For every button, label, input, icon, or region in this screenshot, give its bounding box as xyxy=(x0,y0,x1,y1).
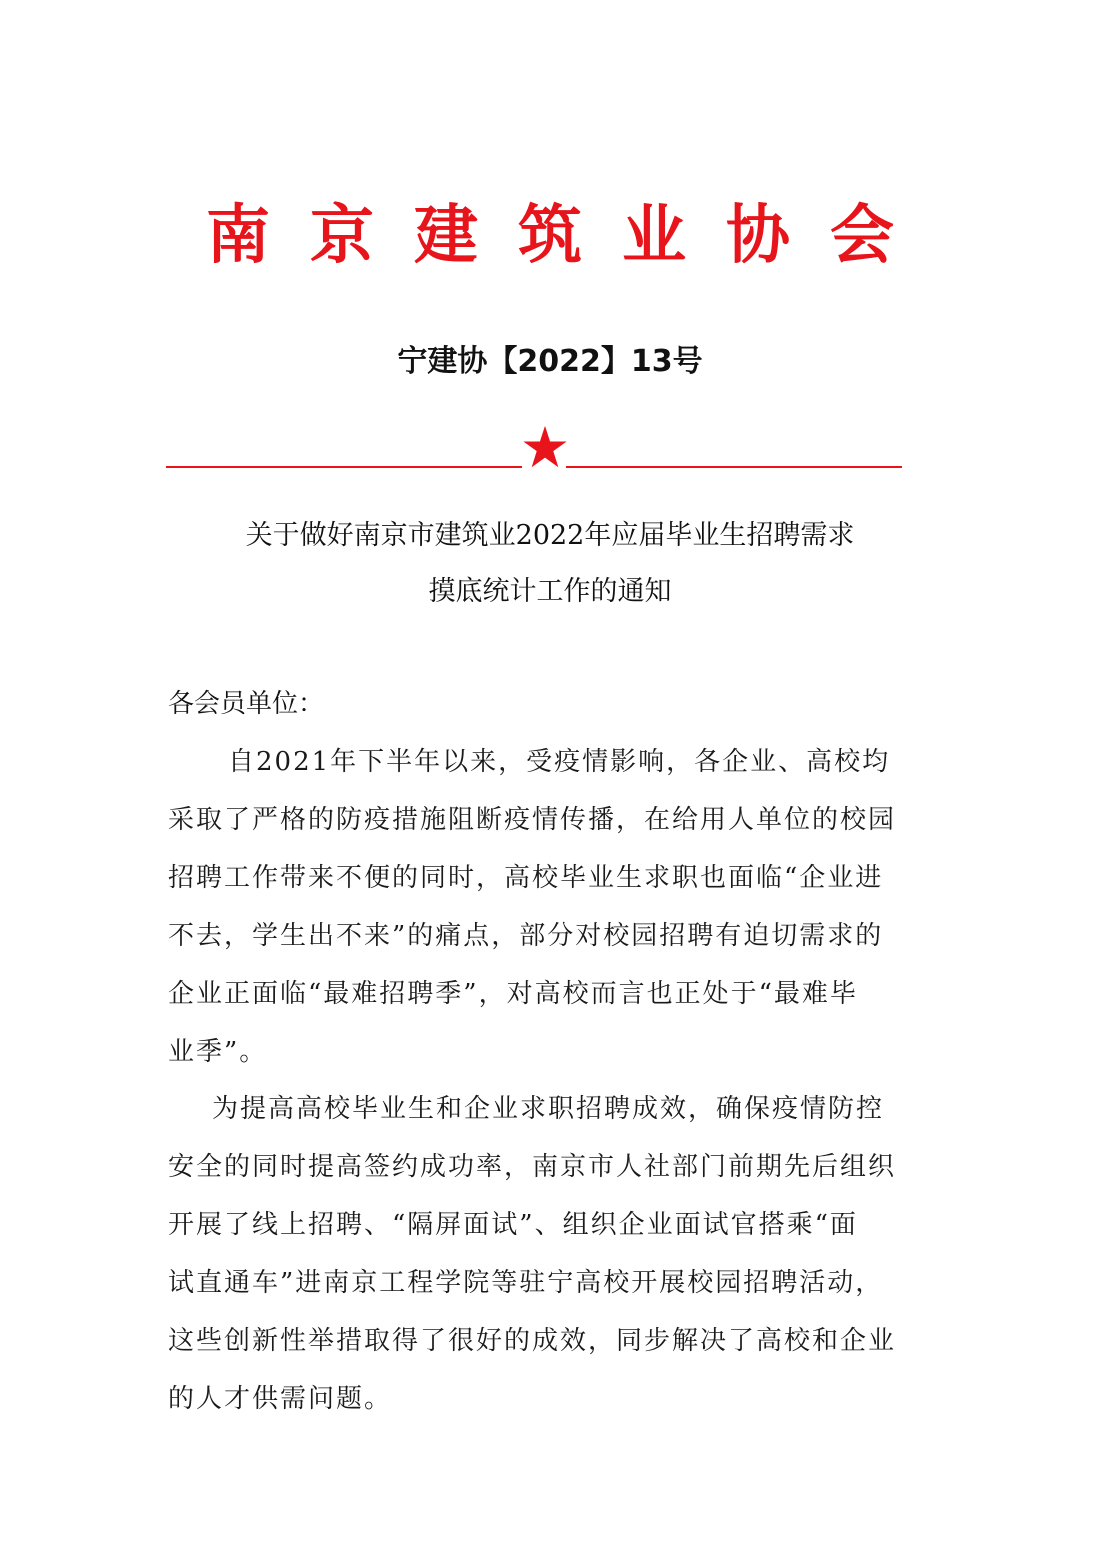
paragraph-line: 试直通车”进南京工程学院等驻宁高校开展校园招聘活动， xyxy=(168,1268,884,1298)
paragraph-line: 采取了严格的防疫措施阻断疫情传播，在给用人单位的校园 xyxy=(168,805,897,835)
red-divider-right xyxy=(566,466,902,468)
paragraph-line: 开展了线上招聘、“隔屏面试”、组织企业面试官搭乘“面 xyxy=(168,1210,858,1240)
heading-line-2: 摸底统计工作的通知 xyxy=(428,576,672,607)
paragraph-line: 这些创新性举措取得了很好的成效，同步解决了高校和企业 xyxy=(168,1326,897,1356)
organization-title: 南京建筑业协会 xyxy=(206,199,934,273)
paragraph-2 xyxy=(168,1080,936,1428)
paragraph-line: 企业正面临“最难招聘季”，对高校而言也正处于“最难毕 xyxy=(168,979,858,1009)
paragraph-line: 自2021年下半年以来，受疫情影响，各企业、高校均 xyxy=(228,747,891,777)
paragraph-1 xyxy=(168,733,936,1081)
salutation: 各会员单位： xyxy=(168,689,325,719)
paragraph-line: 为提高高校毕业生和企业求职招聘成效，确保疫情防控 xyxy=(212,1094,885,1124)
red-star-icon xyxy=(522,424,568,470)
paragraph-line: 不去，学生出不来”的痛点，部分对校园招聘有迫切需求的 xyxy=(168,921,884,951)
paragraph-line: 的人才供需问题。 xyxy=(168,1384,393,1414)
document-number: 宁建协【2022】13号 xyxy=(397,344,703,379)
heading-line-1: 关于做好南京市建筑业2022年应届毕业生招聘需求 xyxy=(245,520,855,551)
document-heading xyxy=(0,508,1100,620)
paragraph-line: 招聘工作带来不便的同时，高校毕业生求职也面临“企业进 xyxy=(168,863,884,893)
paragraph-line: 业季”。 xyxy=(168,1037,268,1067)
paragraph-line: 安全的同时提高签约成功率，南京市人社部门前期先后组织 xyxy=(168,1152,897,1182)
red-divider-left xyxy=(166,466,522,468)
